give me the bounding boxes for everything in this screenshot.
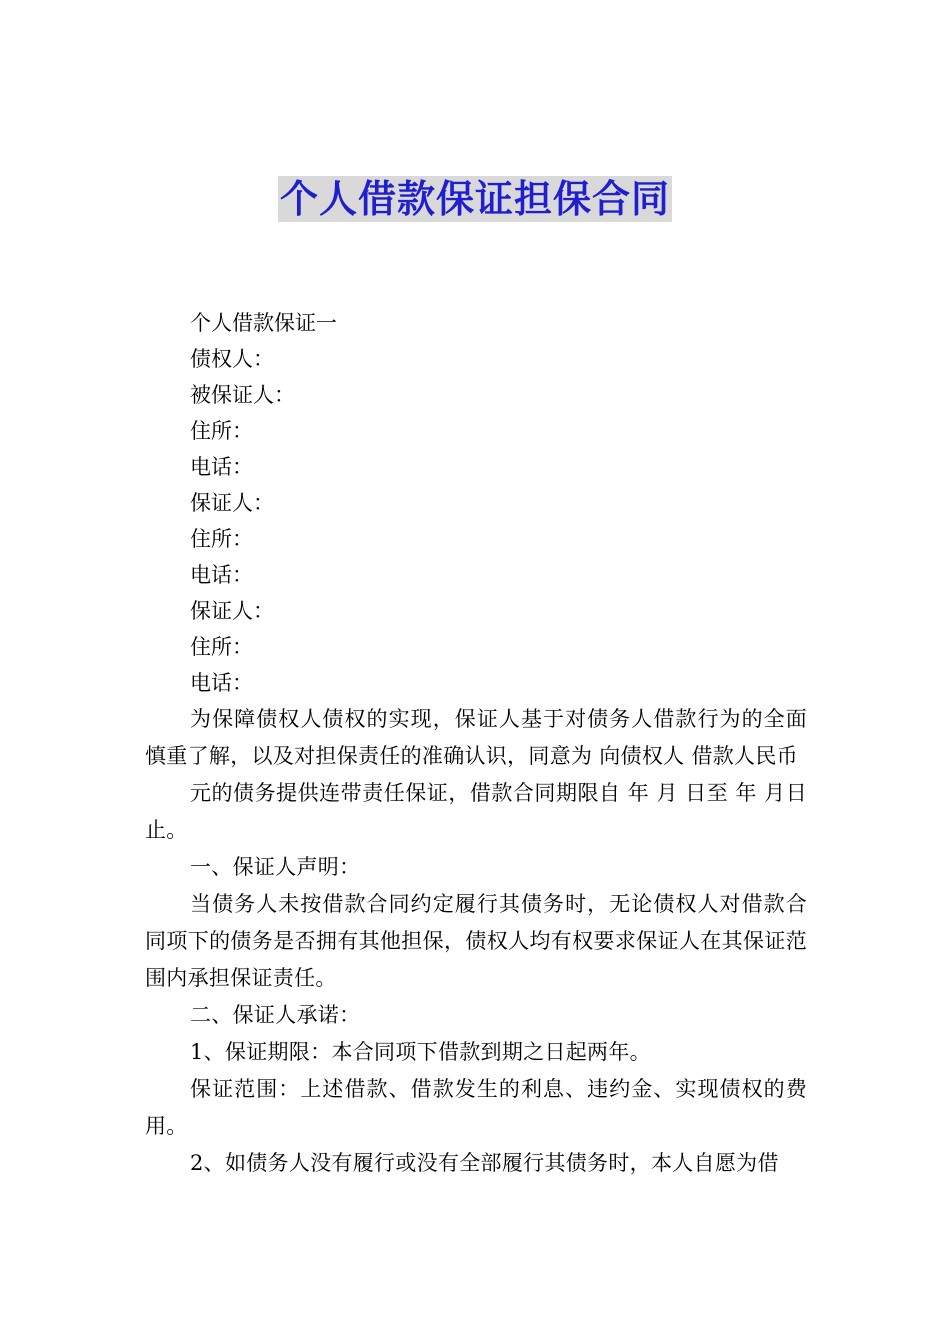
header-line-address: 住所： xyxy=(190,527,253,551)
document-body xyxy=(145,305,807,1182)
paragraph-liability-term: 元的债务提供连带责任保证，借款合同期限自 年 月 日至 年 月日止。 xyxy=(145,781,807,842)
header-line-address: 住所： xyxy=(190,635,253,659)
header-line-phone: 电话： xyxy=(190,563,253,587)
header-line-creditor: 债权人： xyxy=(190,347,274,371)
header-line-guaranteed-party: 被保证人： xyxy=(190,383,295,407)
paragraph-guarantee-scope: 保证范围：上述借款、借款发生的利息、违约金、实现债权的费用。 xyxy=(145,1077,807,1138)
header-line-guarantor: 保证人： xyxy=(190,599,274,623)
header-line-guarantor: 保证人： xyxy=(190,491,274,515)
section-heading-declaration: 一、保证人声明： xyxy=(190,855,361,879)
paragraph-declaration: 当债务人未按借款合同约定履行其债务时，无论债权人对借款合同项下的债务是否拥有其他担保，债权人均有权要求保证人在其保证范围内承担保证责任。 xyxy=(145,892,807,990)
header-line-section-name: 个人借款保证一 xyxy=(190,311,337,335)
document-title: 个人借款保证担保合同 xyxy=(279,177,670,221)
header-line-phone: 电话： xyxy=(190,455,253,479)
paragraph-default-clause: 2、如债务人没有履行或没有全部履行其债务时，本人自愿为借 xyxy=(190,1151,779,1175)
paragraph-purpose: 为保障债权人债权的实现，保证人基于对债务人借款行为的全面慎重了解，以及对担保责任的准确认识，同意为 向债权人 借款人民币 xyxy=(145,707,807,768)
header-line-phone: 电话： xyxy=(190,671,253,695)
header-line-address: 住所： xyxy=(190,419,253,443)
paragraph-guarantee-period: 1、保证期限：本合同项下借款到期之日起两年。 xyxy=(190,1040,651,1064)
title-container xyxy=(0,176,950,222)
section-heading-commitment: 二、保证人承诺： xyxy=(190,1003,361,1027)
